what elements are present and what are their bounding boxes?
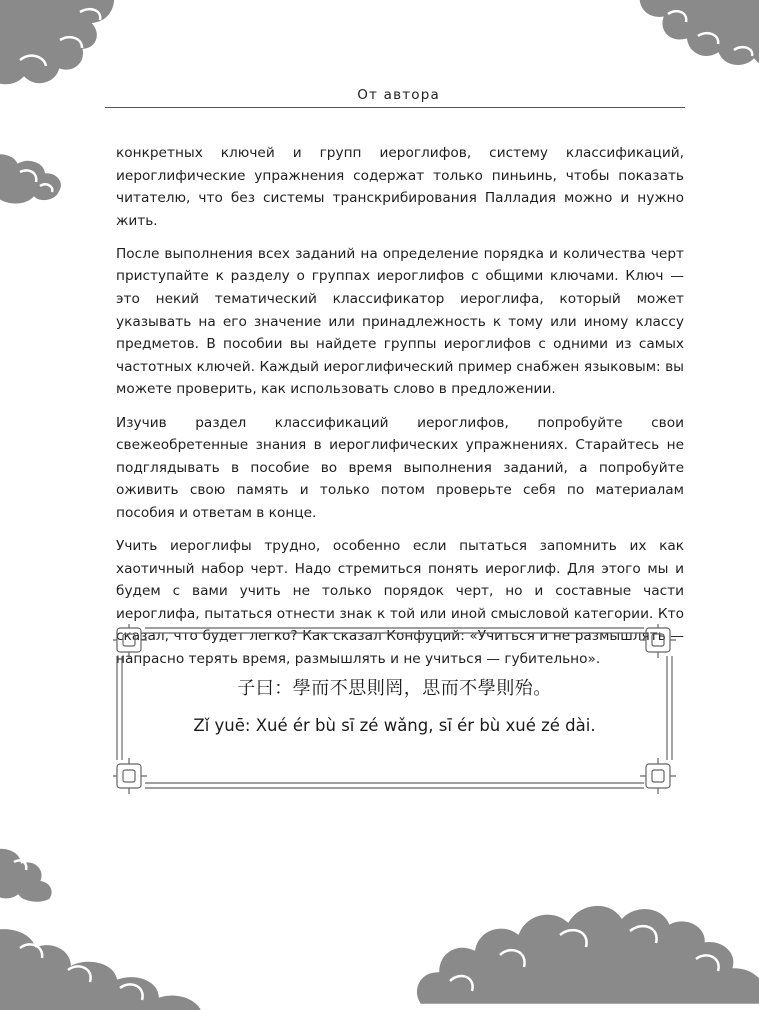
paragraph-1: конкретных ключей и групп иероглифов, систему классификаций, иероглифические упражнения содержат только пиньинь, чтобы показать читателю, что без системы транскрибирования Палладия можно и нужно жить. — [116, 145, 684, 229]
body-text — [116, 142, 684, 681]
quote-pinyin: Zǐ yuē: Xué ér bù sī zé wǎng, sī ér bù xué zé dài. — [193, 716, 596, 735]
quote-chinese: 子曰：學而不思則罔，思而不學則殆。 — [237, 678, 552, 699]
endless-knot-icon — [113, 624, 676, 794]
cloud-bottom-right-icon — [410, 895, 759, 1010]
cloud-left-middle-icon — [0, 150, 70, 210]
cloud-top-right-icon — [628, 0, 759, 90]
cloud-top-left-icon — [0, 0, 120, 100]
paragraph-2: После выполнения всех заданий на определение порядка и количества черт приступайте к разделу о группах иероглифов с общими ключами. Ключ — это некий тематический классификатор иероглифа, который может указывать на его значение или принадлежность к тому или иному классу предметов. В пособии вы найдете группы иероглифов с одними из самых частотных ключей. Каждый иероглифический пример снабжен языковым: вы можете проверить, как использовать слово в предложении. — [116, 245, 684, 398]
page-title: От автора — [357, 87, 440, 103]
cloud-bottom-left-icon — [0, 840, 210, 1010]
ornamental-border — [109, 620, 680, 796]
paragraph-4: Учить иероглифы трудно, особенно если пытаться запомнить их как хаотичный набор черт. Надо стремиться понять иероглиф. Для этого мы и будем с вами учить не только порядок черт, но и составные части иероглифа, пытаться отнести знак к той или иной смысловой категории. Кто сказал, что будет легко? Как сказал Конфуций: «Учиться и не размышлять — напрасно терять время, размышлять и не учиться — губительно». — [116, 538, 684, 667]
quote-frame — [109, 620, 680, 796]
running-header — [105, 80, 685, 108]
paragraph-3: Изучив раздел классификаций иероглифов, попробуйте свои свежеобретенные знания в иероглифических упражнениях. Старайтесь не подглядывать в пособие во время выполнения заданий, а попробуйте оживить свою память и только потом проверьте себя по материалам пособия и ответам в конце. — [116, 414, 684, 521]
header-rule — [105, 107, 685, 108]
